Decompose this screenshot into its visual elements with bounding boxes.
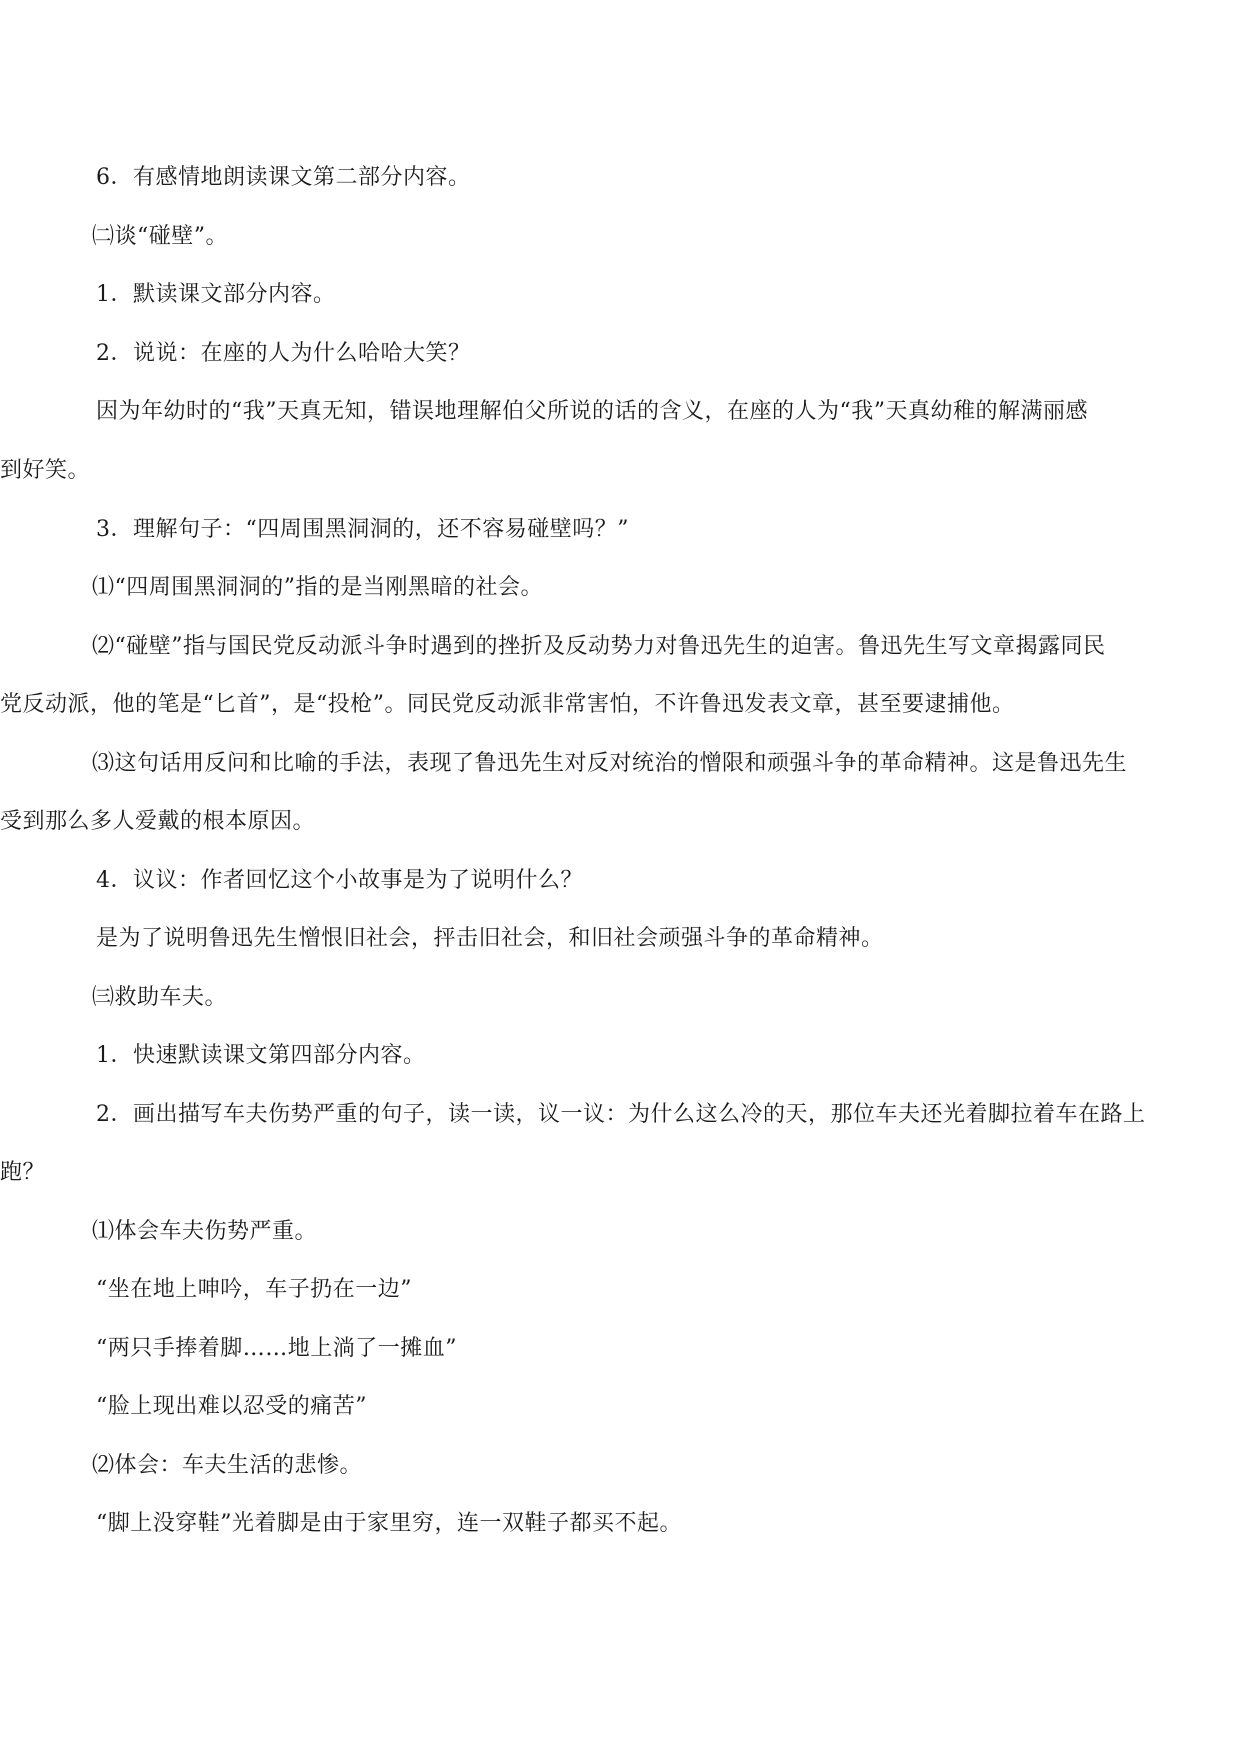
quoted-line: “坐在地上呻吟，车子扔在一边” bbox=[96, 1277, 412, 1302]
paragraph-line: 3．理解句子：“四周围黑洞洞的，还不容易碰壁吗？” bbox=[96, 517, 629, 542]
paragraph-line: ⑵“碰壁”指与国民党反动派斗争时遇到的挫折及反动势力对鲁迅先生的迫害。鲁迅先生写文章揭露同民 bbox=[92, 634, 1106, 659]
paragraph-line: ⑶这句话用反问和比喻的手法，表现了鲁迅先生对反对统治的憎限和顽强斗争的革命精神。这是鲁迅先生 bbox=[92, 751, 1128, 776]
paragraph-line: 跑？ bbox=[0, 1160, 46, 1185]
section-heading: ㈡谈“碰壁”。 bbox=[92, 224, 228, 249]
paragraph-line: 到好笑。 bbox=[0, 458, 91, 483]
paragraph-line: ⑴“四周围黑洞洞的”指的是当刚黑暗的社会。 bbox=[92, 575, 543, 600]
quoted-line: “脸上现出难以忍受的痛苦” bbox=[96, 1394, 367, 1419]
section-heading: ㈢救助车夫。 bbox=[92, 985, 228, 1010]
paragraph-line: ⑵体会：车夫生活的悲惨。 bbox=[92, 1453, 363, 1478]
paragraph-line: 2．画出描写车夫伤势严重的句子，读一读，议一议：为什么这么冷的天，那位车夫还光着脚拉着车在路上 bbox=[96, 1102, 1146, 1127]
paragraph-line: 1．快速默读课文第四部分内容。 bbox=[96, 1043, 426, 1068]
paragraph-line: 2．说说：在座的人为什么哈哈大笑？ bbox=[96, 341, 471, 366]
paragraph-line: 是为了说明鲁迅先生憎恨旧社会，抨击旧社会，和旧社会顽强斗争的革命精神。 bbox=[96, 926, 884, 951]
paragraph-line: ⑴体会车夫伤势严重。 bbox=[92, 1219, 318, 1244]
paragraph-line: 1．默读课文部分内容。 bbox=[96, 282, 336, 307]
paragraph-line: 4．议议：作者回忆这个小故事是为了说明什么？ bbox=[96, 868, 583, 893]
paragraph-line: 因为年幼时的“我”天真无知，错误地理解伯父所说的话的含义，在座的人为“我”天真幼稚的解满丽感 bbox=[96, 399, 1088, 424]
quoted-line: “两只手捧着脚……地上淌了一摊血” bbox=[96, 1336, 457, 1361]
quoted-line: “脚上没穿鞋”光着脚是由于家里穷，连一双鞋子都买不起。 bbox=[96, 1511, 682, 1536]
paragraph-line: 党反动派，他的笔是“匕首”，是“投枪”。同民党反动派非常害怕，不许鲁迅发表文章，甚至要逮捕他。 bbox=[0, 692, 1015, 717]
paragraph-line: 6．有感情地朗读课文第二部分内容。 bbox=[96, 165, 471, 190]
paragraph-line: 受到那么多人爱戴的根本原因。 bbox=[0, 809, 316, 834]
